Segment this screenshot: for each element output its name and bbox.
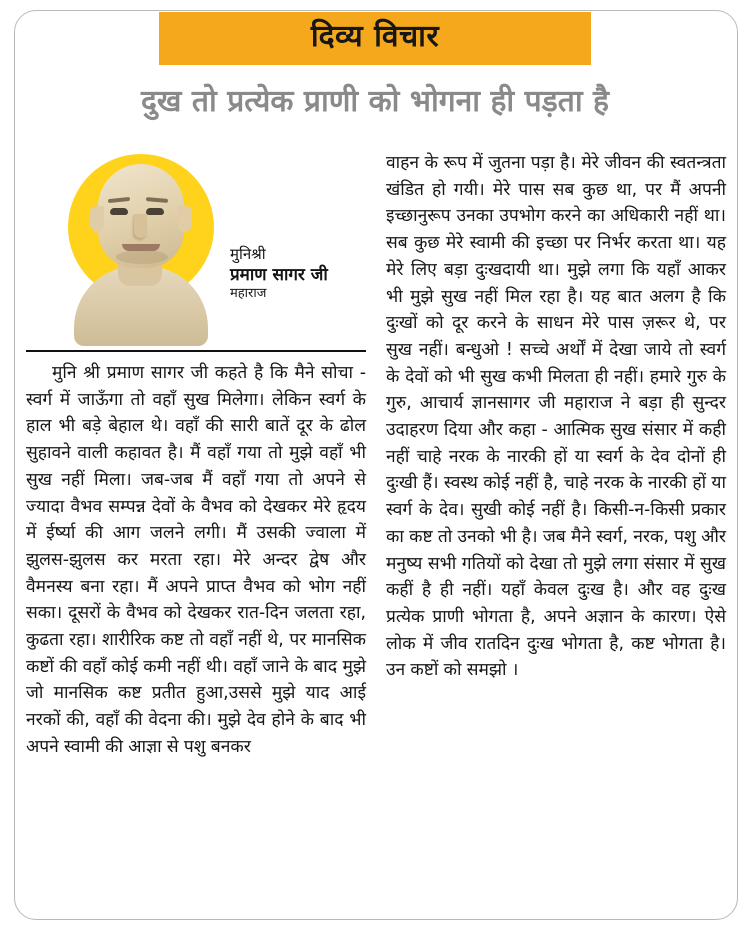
author-caption-title: महाराज — [230, 285, 267, 301]
masthead-banner — [159, 12, 591, 65]
masthead-banner-container — [0, 12, 750, 65]
nose-shape — [134, 214, 147, 238]
column-left — [26, 150, 366, 915]
column-right — [386, 150, 726, 915]
article-text-right: वाहन के रूप में जुतना पड़ा है। मेरे जीवन की स्वतन्त्रता खंडित हो गयी। मेरे पास सब कुछ था, पर मैं अपनी इच्छानुरूप उनका उपभोग करने का अधिकारी नहीं था। सब कुछ मेरे स्वामी की इच्छा पर निर्भर करता था। यह मेरे लिए बड़ा दुःखदायी था। मुझे लगा कि यहाँ आकर भी मुझे सुख नहीं मिल रहा है। यह बात अलग है कि दुःखों को दूर करने के साधन मेरे पास ज़रूर थे, पर सुख नहीं। बन्धुओ ! सच्चे अर्थों में देखा जाये तो स्वर्ग के देवों को भी सुख कभी मिलता ही नहीं। हमारे गुरु के गुरु, आचार्य ज्ञानसागर जी महाराज ने बड़ा ही सुन्दर उदाहरण दिया और कहा - आत्मिक सुख संसार में कही नहीं चाहे नरक के नारकी हों या स्वर्ग के देव दोनों ही दुःखी हैं। स्वस्थ कोई नहीं है, चाहे नरक के नारकी हों या स्वर्ग के देव। सुखी कोई नहीं है। किसी-न-किसी प्रकार का कष्ट तो उनको भी है। जब मैने स्वर्ग, नरक, पशु और मनुष्य सभी गतियों को देखा तो मुझे लगा संसार में सुख कहीं है ही नहीं। यहाँ केवल दुःख है। और वह दुःख प्रत्येक प्राणी भोगता है, अपने अज्ञान के कारण। ऐसे लोक में जीव रातदिन दुःख भोगता है, कष्ट भोगता है। उन कष्टों को समझो । — [386, 153, 726, 681]
author-caption-name: प्रमाण सागर जी — [230, 264, 328, 285]
author-caption — [230, 246, 370, 301]
horizontal-rule — [26, 350, 366, 352]
chin-shading-shape — [116, 250, 168, 264]
right-ear-shape — [178, 206, 192, 232]
article-headline: दुख तो प्रत्येक प्राणी को भोगना ही पड़ता है — [141, 84, 609, 119]
left-eye-shape — [110, 208, 128, 215]
author-portrait-image — [60, 150, 220, 336]
article-text-left: मुनि श्री प्रमाण सागर जी कहते है कि मैने सोचा - स्वर्ग में जाऊँगा तो वहाँ सुख मिलेगा। लेकिन स्वर्ग के हाल भी बड़े बेहाल थे। वहाँ की सारी बातें दूर के ढोल सुहावने वाली कहावत है। मैं वहाँ गया तो मुझे वहाँ भी सुख नहीं मिला। जब-जब मैं वहाँ गया तो अपने से ज्यादा वैभव सम्पन्न देवों के वैभव को देखकर मेरे हृदय में ईर्ष्या की आग जलने लगी। मैं उसकी ज्वाला में झुलस-झुलस कर मरता रहा। मेरे अन्दर द्वेष और वैमनस्य बना रहा। मैं अपने प्राप्त वैभव को भोग नहीं सका। दूसरों के वैभव को देखकर रात-दिन जलता रहा, कुढता रहा। शारीरिक कष्ट तो वहाँ नहीं थे, पर मानसिक कष्टों की वहाँ कोई कमी नहीं थी। वहाँ जाने के बाद मुझे जो मानसिक कष्ट प्रतीत हुआ,उससे मुझे याद आई नरकों की, वहाँ की वेदना की। मुझे देव होने के बाद भी अपने स्वामी की आज्ञा से पशु बनकर — [26, 363, 366, 757]
portrait-block — [26, 150, 366, 346]
mouth-shape — [122, 244, 160, 251]
author-caption-honorific: मुनिश्री — [230, 245, 266, 263]
masthead-title: दिव्य विचार — [310, 19, 440, 54]
left-ear-shape — [90, 206, 104, 232]
right-eye-shape — [146, 208, 164, 215]
article-body — [26, 150, 726, 915]
